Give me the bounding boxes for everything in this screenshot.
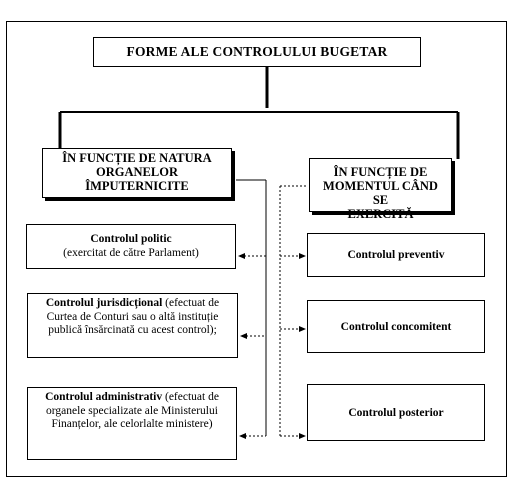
control-preventiv-box <box>307 233 485 277</box>
diagram-title <box>93 37 421 67</box>
control-jurisdictional-box <box>27 293 238 358</box>
control-preventiv-name: Controlul preventiv <box>347 249 445 261</box>
control-politic-detail: (exercitat de către Parlament) <box>63 246 199 259</box>
control-administrativ-box <box>27 387 237 460</box>
control-administrativ-name: Controlul administrativ <box>45 391 163 403</box>
control-posterior-box <box>307 384 485 441</box>
arrow-head-preventiv <box>299 253 306 259</box>
control-politic-box <box>26 224 236 269</box>
arrow-head-concomitent <box>299 326 306 332</box>
control-concomitent-box <box>307 300 485 353</box>
left-category-line2: ORGANELOR <box>96 165 178 179</box>
left-category-line3: ÎMPUTERNICITE <box>85 179 189 193</box>
arrow-head-posterior <box>299 433 306 439</box>
right-category-line3: EXERCITĂ <box>347 207 414 221</box>
arrow-head-politic <box>238 253 245 259</box>
control-politic-name: Controlul politic <box>90 233 172 245</box>
control-concomitent-name: Controlul concomitent <box>340 320 452 333</box>
diagram-title-text: FORME ALE CONTROLULUI BUGETAR <box>126 44 388 59</box>
arrow-head-jurisdictional <box>240 333 247 339</box>
arrow-head-administrativ <box>239 433 246 439</box>
control-posterior-name: Controlul posterior <box>348 406 444 419</box>
right-category-box <box>309 158 452 221</box>
control-jurisdictional-detail: (efectuat de Curtea de Conturi sau o altă instituție publică însărcinată cu acest control); <box>46 297 220 336</box>
right-category-line2: MOMENTUL CÂND SE <box>323 179 438 207</box>
control-jurisdictional-name: Controlul jurisdicțional <box>45 297 163 309</box>
left-category-line1: ÎN FUNCȚIE DE NATURA <box>62 151 212 165</box>
right-category-line1: ÎN FUNCȚIE DE <box>333 165 428 179</box>
control-administrativ-detail: (efectuat de organele specializate ale Ministerului Finanțelor, ale celorlalte ministere) <box>46 391 219 430</box>
left-category-box <box>42 148 232 198</box>
